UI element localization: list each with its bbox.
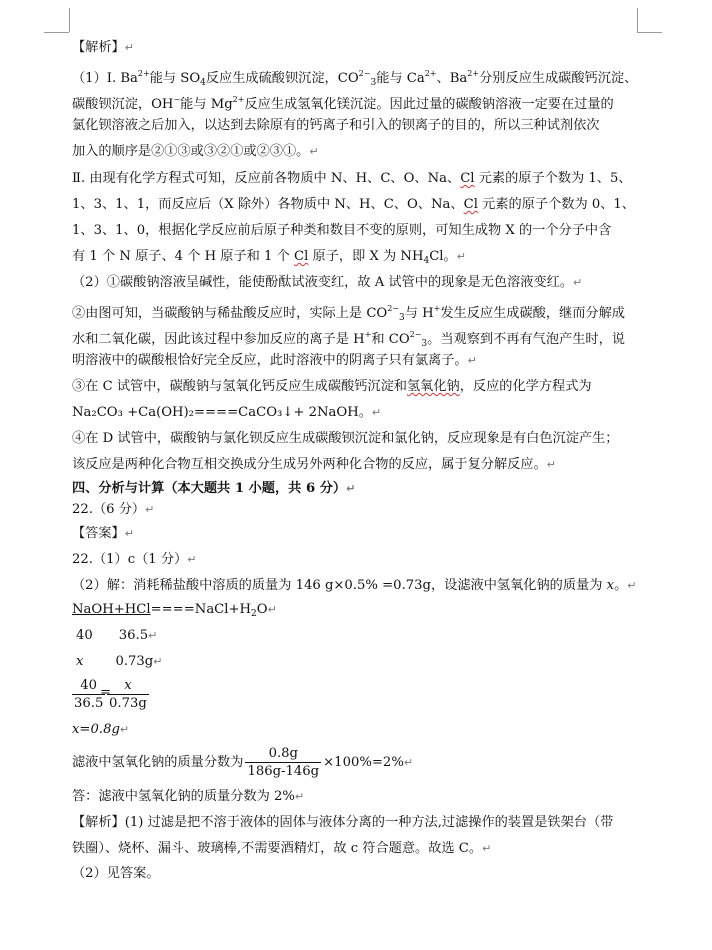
analysis-line: 铁圈）、烧杯、漏斗、玻璃棒,不需要酒精灯，故 c 符合题意。故选 C。↵ [72, 841, 492, 856]
answer-line: 22.（1）c（1 分）↵ [72, 552, 197, 567]
crop-mark-top-right-v [637, 8, 638, 32]
answer-statement: 答：滤液中氢氧化钠的质量分数为 2%↵ [72, 789, 305, 804]
chemical-equation: Na₂CO₃ +Ca(OH)₂====CaCO₃↓+ 2NaOH。↵ [72, 405, 382, 420]
analysis-line: 该反应是两种化合物互相交换成分生成另外两种化合物的反应，属于复分解反应。↵ [72, 457, 556, 472]
question-number: 22.（6 分）↵ [72, 502, 155, 517]
analysis-line: ④在 D 试管中，碳酸钠与氯化钡反应生成碳酸钡沉淀和氯化钠，反应现象是有白色沉淀产生； [72, 431, 619, 446]
mass-fraction-line: 滤液中氢氧化钠的质量分数为 $\frac{0.8g}{186g-146g}$ ×100%=2%↵ [72, 746, 414, 779]
answer-line: （2）解：消耗稀盐酸中溶质的质量为 146 g×0.5% =0.73g，设滤液中氢氧化钠的质量为 x。↵ [72, 578, 637, 593]
analysis-line: ②由图可知，当碳酸钠与稀盐酸反应时，实际上是 $CO^{2-}_3$与 H+发生反应生成碳酸，继而分解成 [72, 304, 625, 323]
analysis-line: （2）①碳酸钠溶液呈碱性，能使酚酞试液变红，故 A 试管中的现象是无色溶液变红。↵ [72, 275, 583, 290]
proportion-fraction-left: $\frac{40}{36.5}$ [74, 678, 104, 711]
mass-row: 40 36.5↵ [76, 628, 158, 643]
analysis-heading: 【解析】↵ [72, 40, 134, 55]
analysis-line: 【解析】(1) 过滤是把不溶于液体的固体与液体分离的一种方法,过滤操作的装置是铁架台（带 [72, 815, 614, 830]
crop-mark-top-left-v [69, 8, 70, 32]
section-heading: 四、分析与计算（本大题共 1 小题，共 6 分）↵ [72, 481, 356, 496]
proportion-fraction-right: $\frac{x}{0.73g}$ [109, 678, 147, 711]
analysis-line: 有 1 个 N 原子、4 个 H 原子和 1 个 Cl 原子，即 X 为 $NH_4Cl$。↵ [72, 249, 466, 266]
paragraph-mark: ↵ [124, 41, 134, 54]
crop-mark-top-right-h [637, 32, 662, 33]
equals-sign: = [100, 685, 112, 700]
result-x: x=0.8g↵ [72, 722, 130, 737]
analysis-line: （2）见答案。 [72, 866, 160, 881]
analysis-line: 加入的顺序是②①③或③②①或②③①。↵ [72, 144, 319, 159]
answer-heading: 【答案】↵ [72, 526, 134, 541]
analysis-line: 明溶液中的碳酸根恰好完全反应，此时溶液中的阴离子只有氯离子。↵ [72, 353, 477, 368]
analysis-line: 水和二氧化碳，因此该过程中参加反应的离子是 H+和 $CO^{2-}_3$。当观察到不再有气泡产生时，说 [72, 330, 625, 349]
analysis-line: 1、3、1、0，根据化学反应前后原子种类和数目不变的原则，可知生成物 X 的一个分子中含 [72, 223, 612, 238]
analysis-line: ③在 C 试管中，碳酸钠与氢氧化钙反应生成碳酸钙沉淀和氢氧化钠，反应的化学方程式为 [72, 379, 592, 394]
analysis-line: 氯化钡溶液之后加入，以达到去除原有的钙离子和引入的钡离子的目的，所以三种试剂依次 [72, 118, 600, 133]
analysis-line: （1）Ⅰ. $Ba^{2+}$能与 $SO_4$反应生成硫酸钡沉淀，$CO^{2-}_3$能与 $Ca^{2+}$、$Ba^{2+}$分别反应生成碳酸钙沉淀、 [72, 69, 638, 88]
analysis-line: Ⅱ. 由现有化学方程式可知，反应前各物质中 N、H、C、O、Na、Cl 元素的原子个数为 1、5、 [72, 171, 632, 186]
crop-mark-top-left-h [44, 32, 69, 33]
mass-row: x 0.73g↵ [76, 654, 163, 669]
analysis-line: 碳酸钡沉淀，OH−能与 $Mg^{2+}$反应生成氢氧化镁沉淀。因此过量的碳酸钠溶液一定要在过量的 [72, 95, 614, 112]
reaction-equation: $NaOH+HCl====NaCl+H_2O↵$ [72, 602, 277, 619]
analysis-line: 1、3、1、1，而反应后（X 除外）各物质中 N、H、C、O、Na、Cl 元素的原子个数为 0、1、 [72, 197, 635, 212]
